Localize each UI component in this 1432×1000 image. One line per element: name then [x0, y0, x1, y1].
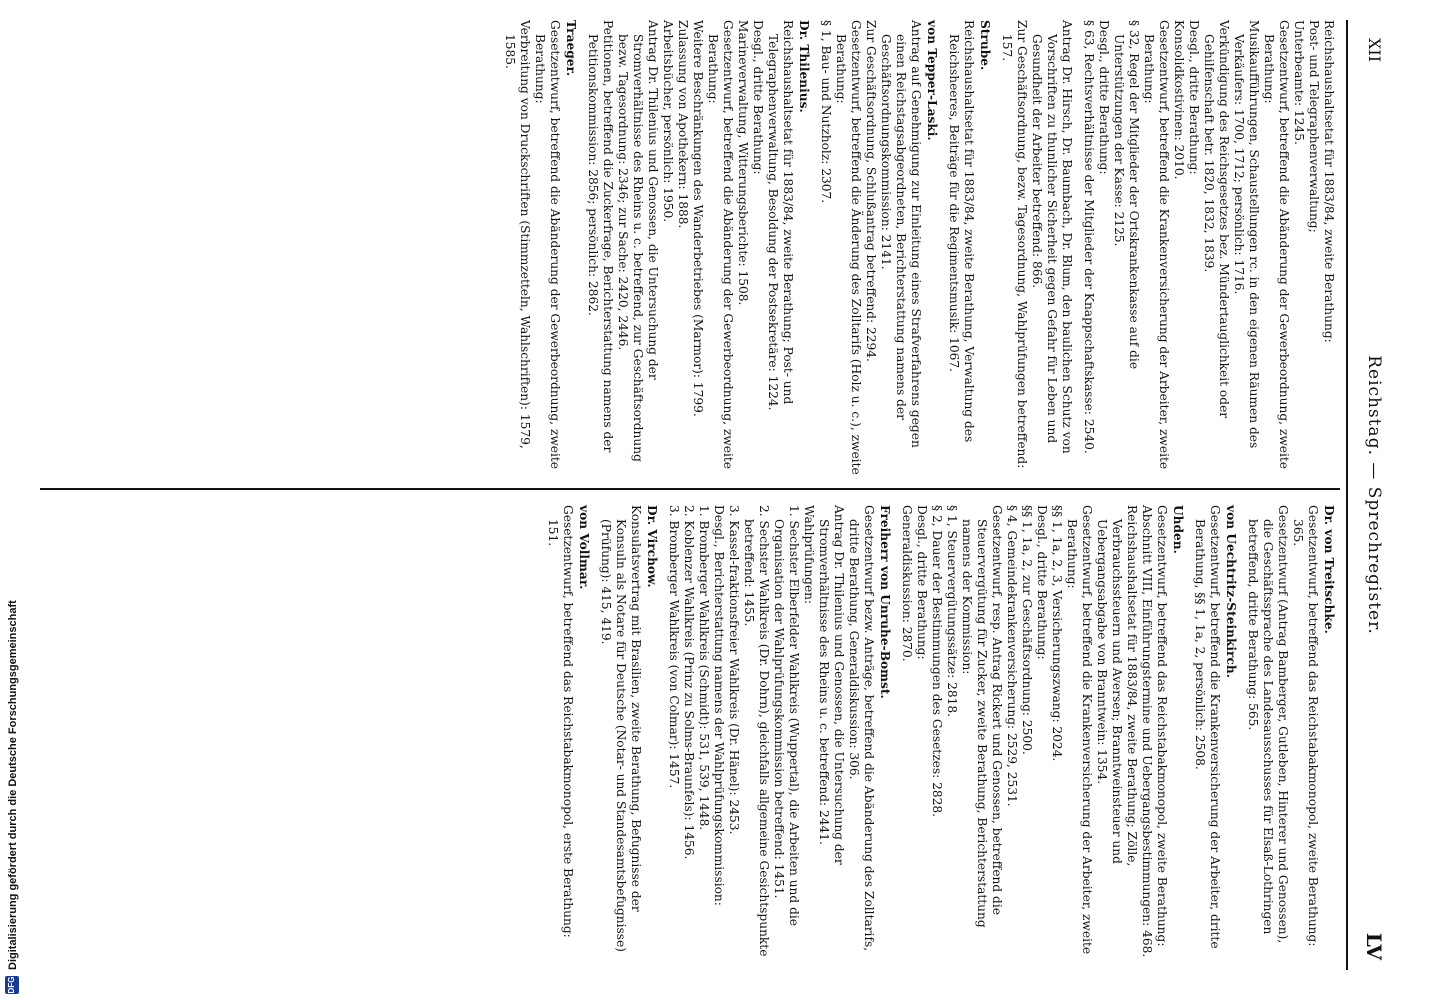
- register-line: Arbeitsbücher, persönlich: 1950.: [661, 20, 675, 223]
- dfg-logo-icon: DFG: [5, 976, 19, 994]
- register-line: 2. Koblenzer Wahlkreis (Prinz zu Solms-Braunfels): 1456.: [682, 505, 696, 860]
- register-line: Petitionen, betreffend die Zuckerfrage, Berichterstattung namens der Petitionskommission: 2856; persönlich: 2862.: [586, 20, 615, 453]
- register-line: Reichshaushaltsetat für 1883/84, zweite Berathung; Zölle, Verbrauchssteuern und Aversen; Branntweinsteuer und Uebergangsabgabe von Branntwein: 1354.: [1095, 505, 1139, 867]
- caption-text: Digitalisierung gefördert durch die Deutsche Forschungsgemeinschaft: [7, 600, 19, 970]
- register-entry: [818, 20, 939, 475]
- register-line: Zur Geschäftsordnung, Schlußantrag betreffend: 2294.: [864, 20, 878, 362]
- register-line: Gesetzentwurf, betreffend die Krankenversicherung der Arbeiter, zweite Berathung:: [1142, 20, 1171, 470]
- register-line: § 32, Regel der Mitglieder der Ortskrankenkasse auf die Unterstützungen der Kasse: 2125.: [1112, 20, 1141, 370]
- register-line: § 1, Steuervergütungssätze: 2818.: [945, 505, 959, 717]
- register-line: Verkündigung des Reichsgesetzes bez. Mündertauglichkeit oder Gehilfenschaft betr. 1820, 1832, 1839.: [1202, 20, 1231, 419]
- register-entry: [999, 20, 1074, 475]
- register-line: Antrag Dr. Thilenius und Genossen, die Untersuchung der Stromverhältnisse des Rheins u. c. betreffend, zur Geschäftsordnung bezw. Tagesordnung: 2346; zur Sache: 2420, 2446.: [616, 20, 660, 462]
- register-entry: [598, 505, 659, 960]
- register-line: Konsulatsvertrag mit Brasilien, zweite Berathung, Befugnisse der Konsuln als Notare für Deutsche (Notar- und Standesamtsbefugnisse) (Prüfung): 415, 419.: [599, 505, 643, 952]
- register-line: Marineverwaltung, Witterungsberichte: 1508.: [736, 20, 750, 306]
- register-line: § 1, Bau- und Nutzholz: 2307.: [819, 20, 833, 204]
- register-entry: [545, 505, 591, 960]
- register-line: Unterbeamte: 1245.: [1292, 20, 1306, 145]
- speaker-name: Dr. von Treitschke.: [1322, 505, 1336, 634]
- register-line: § 2, Dauer der Bestimmungen des Gesetzes: 2828.: [930, 505, 944, 817]
- register-line: Post- und Telegraphenverwaltung;: [1307, 20, 1321, 233]
- register-line: Desgl., dritte Berathung:: [915, 505, 929, 660]
- register-line: Gesetzentwurf, betreffend das Reichstabakmonopol, erste Berathung: 151.: [546, 505, 575, 938]
- register-line: 1. Sechster Elberfelder Wahlkreis (Wuppertal), die Arbeiten und die Organisation der Wahlprüfungskommission betreffend: 1451.: [772, 505, 801, 926]
- register-line: Generaldiskussion: 2870.: [900, 505, 914, 662]
- register-line: Desgl., dritte Berathung:: [1035, 505, 1049, 660]
- register-line: Zur Geschäftsordnung, bezw. Tagesordnung, Wahlprüfungen betreffend: 157.: [1000, 20, 1029, 469]
- register-line: Gesetzentwurf, betreffend die Krankenversicherung der Arbeiter, zweite Berathung:: [1065, 505, 1094, 955]
- register-line: Musikaufführungen, Schaustellungen rc. in den eigenen Räumen des Verkäufers: 1700, 1712; persönlich: 1716.: [1232, 20, 1261, 449]
- header-title: Reichstag. — Sprechregister.: [1364, 355, 1384, 635]
- register-line: Abschnitt VIII, Einführungstermine und Uebergangsbestimmungen: 468.: [1140, 505, 1154, 958]
- register-line: Reichshaushaltsetat für 1883/84, zweite Berathung, Verwaltung des Reichsheeres, Beiträge für die Regimentsmusik: 1067.: [947, 20, 976, 443]
- left-column: [495, 20, 1336, 475]
- digitization-caption: [0, 0, 26, 1000]
- register-line: Gesetzentwurf (Antrag Bamberger, Gutleben, Hinterer und Genossen), die Geschäftssprache des Landesausschusses für Elsaß-Lothringen betreffend, dritte Berathung: 565.: [1246, 505, 1290, 944]
- register-entry: [946, 20, 992, 475]
- register-line: Reichshaushaltsetat für 1883/84, zweite Berathung:: [1322, 20, 1336, 343]
- register-line: Antrag Dr. Hirsch, Dr. Baumbach, Dr. Blum, den baulichen Schutz von Vorschriften zu thunlicher Sicherheit gegen Gefahr für Leben und Gesundheit der Arbeiter betreffend: 866.: [1030, 20, 1074, 454]
- register-line: Konsolidkostivinen: 2010.: [1172, 20, 1186, 180]
- register-line: Reichshaushaltsetat für 1883/84, zweite Berathung; Post- und Telegraphenverwaltung, Besoldung der Postsekretäre: 1224.: [766, 20, 795, 411]
- register-line: Antrag Dr. Thilenius und Genossen, die Untersuchung der Stromverhältnisse des Rheins u. c. betreffend: 2441.: [817, 505, 846, 865]
- page-number: LV: [1362, 932, 1386, 960]
- register-line: Gesetzentwurf, betreffend die Abänderung der Gewerbeordnung, zweite Berathung:: [533, 20, 562, 469]
- page-header: [1346, 20, 1392, 970]
- register-line: Zulassung von Apothekern: 1888.: [676, 20, 690, 229]
- register-line: Weitere Beschränkungen des Wanderbetriebes (Marmor): 1799.: [691, 20, 705, 417]
- register-line: 3. Bromberger Wahlkreis (von Colmar): 1457.: [667, 505, 681, 789]
- register-line: Gesetzentwurf, betreffend die Abänderung der Gewerbeordnung, zweite Berathung:: [1262, 20, 1291, 469]
- register-line: § 63, Rechtsverhältnisse der Mitglieder der Knappschaftskasse: 2540.: [1082, 20, 1096, 454]
- register-line: 2. Sechster Wahlkreis (Dr. Dohrn), gleichfalls allgemeine Gesichtspunkte betreffend: 1455.: [742, 505, 771, 957]
- speaker-name: Dr. Virchow.: [645, 505, 659, 588]
- speaker-name: Dr. Thilenius.: [797, 20, 811, 113]
- register-line: §§ 1, 1a, 2, 3, Versicherungszwang: 2024.: [1050, 505, 1064, 762]
- register-line: Gesetzentwurf, betreffend die Krankenversicherung der Arbeiter, dritte Berathung, §§ 1, 1a, 2, persönlich: 2508.: [1193, 505, 1222, 949]
- register-line: Desgl., dritte Berathung:: [751, 20, 765, 175]
- register-line: Gesetzentwurf, resp. Antrag Rickert und Genossen, betreffend die Steuervergütung für Zucker, zweite Berathung, Berichterstattung namens der Kommission:: [960, 505, 1004, 928]
- register-line: Wahlprüfungen:: [802, 505, 816, 605]
- register-line: Verbreitung von Druckschriften (Stimmzetteln, Wahlschriften): 1579, 1585.: [503, 20, 532, 449]
- register-line: Desgl., dritte Berathung:: [1187, 20, 1201, 175]
- speaker-name: von Tepper-Laski.: [925, 20, 939, 141]
- speaker-name: Freiherr von Unruhe-Bomst.: [878, 505, 892, 699]
- register-line: Gesetzentwurf bezw. Anträge, betreffend die Abänderung des Zolltarifs, dritte Berathung, Generaldiskussion: 306.: [847, 505, 876, 952]
- column-divider: [40, 488, 1340, 490]
- register-line: Gesetzentwurf, betreffend das Reichstabakmonopol, zweite Berathung:: [1155, 505, 1169, 947]
- register-line: §§ 1, 1a, 2, zur Geschäftsordnung: 2500.: [1020, 505, 1034, 755]
- register-line: 3. Kassel-fraktionsfreier Wahlkreis (Dr. Hänel): 2453.: [727, 505, 741, 835]
- register-line: Desgl., dritte Berathung:: [1097, 20, 1111, 175]
- header-left: XII: [1365, 38, 1384, 63]
- right-column: [538, 505, 1336, 960]
- register-entry: [502, 20, 578, 475]
- register-line: Gesetzentwurf, betreffend die Änderung des Zolltarifs (Holz u. c.), zweite Berathung:: [834, 20, 863, 475]
- register-entry: [1192, 505, 1238, 960]
- speaker-name: von Uechtritz-Steinkirch.: [1224, 505, 1238, 678]
- speaker-name: Traeger.: [564, 20, 578, 77]
- register-line: 1. Bromberger Wahlkreis (Schmidt): 531, 539, 1448.: [697, 505, 711, 831]
- speaker-name: Uhden.: [1171, 505, 1185, 554]
- register-entry: [899, 505, 1185, 960]
- register-line: Gesetzentwurf, betreffend das Reichstabakmonopol, zweite Berathung: 365.: [1291, 505, 1320, 947]
- speaker-name: von Vollmar.: [577, 505, 591, 590]
- register-line: Desgl., Berichterstattung namens der Wahlprüfungskommission:: [712, 505, 726, 906]
- register-entry: [666, 505, 892, 960]
- register-line: Antrag auf Genehmigung zur Einleitung eines Strafverfahrens gegen einen Reichstagsabgeordneten, Berichterstattung namens der Geschäftsordnungskommission: 2141.: [879, 20, 923, 448]
- register-line: § 4, Gemeindekrankenversicherung: 2529, 2531.: [1005, 505, 1019, 807]
- register-entry: [1081, 20, 1336, 475]
- register-line: Gesetzentwurf, betreffend die Abänderung der Gewerbeordnung, zweite Berathung:: [706, 20, 735, 469]
- register-entry: [585, 20, 811, 475]
- register-entry: [1245, 505, 1336, 960]
- speaker-name: Strube.: [978, 20, 992, 71]
